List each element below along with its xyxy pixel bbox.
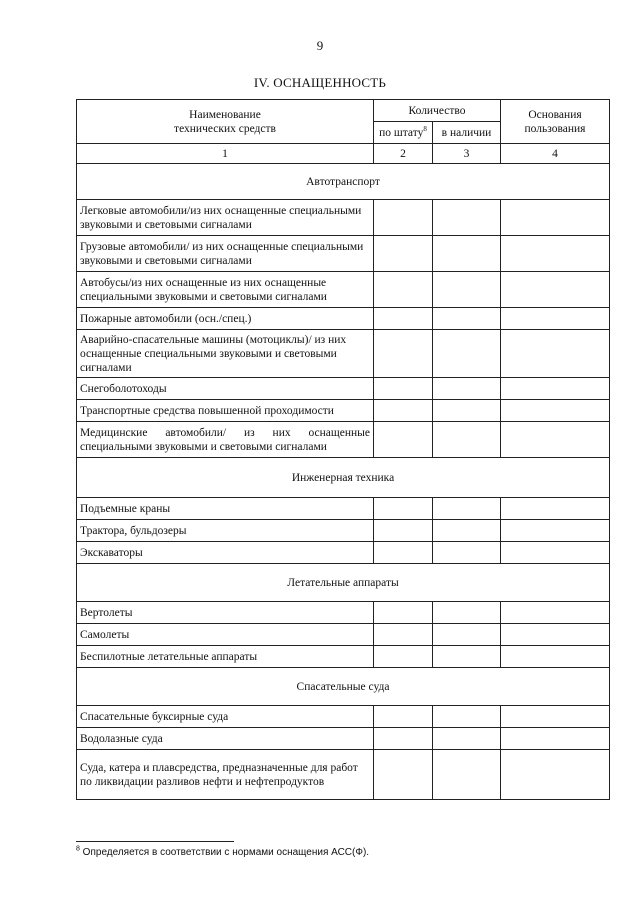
cell-by-staff[interactable] — [374, 498, 433, 520]
cell-basis[interactable] — [501, 728, 610, 750]
column-number: 3 — [433, 144, 501, 164]
equipment-name: Аварийно-спасательные машины (мотоциклы)/ из них оснащенные специальными звуковыми и световыми сигналами — [77, 330, 374, 378]
equipment-name: Транспортные средства повышенной проходимости — [77, 400, 374, 422]
cell-basis[interactable] — [501, 542, 610, 564]
cell-basis[interactable] — [501, 520, 610, 542]
header-basis — [501, 100, 610, 144]
equipment-name: Самолеты — [77, 624, 374, 646]
cell-available[interactable] — [433, 330, 501, 378]
cell-available[interactable] — [433, 602, 501, 624]
equipment-name: Легковые автомобили/из них оснащенные специальными звуковыми и световыми сигналами — [77, 200, 374, 236]
cell-basis[interactable] — [501, 646, 610, 668]
cell-basis[interactable] — [501, 602, 610, 624]
cell-by-staff[interactable] — [374, 706, 433, 728]
equipment-name: Снегоболотоходы — [77, 378, 374, 400]
cell-by-staff[interactable] — [374, 200, 433, 236]
cell-available[interactable] — [433, 728, 501, 750]
cell-available[interactable] — [433, 200, 501, 236]
equipment-table — [76, 99, 610, 800]
cell-by-staff[interactable] — [374, 750, 433, 800]
cell-available[interactable] — [433, 400, 501, 422]
section-title: IV. ОСНАЩЕННОСТЬ — [253, 75, 387, 90]
group-title: Инженерная техника — [77, 458, 610, 498]
cell-basis[interactable] — [501, 378, 610, 400]
cell-available[interactable] — [433, 378, 501, 400]
equipment-name: Спасательные буксирные суда — [77, 706, 374, 728]
cell-by-staff[interactable] — [374, 400, 433, 422]
equipment-name: Трактора, бульдозеры — [77, 520, 374, 542]
cell-by-staff[interactable] — [374, 378, 433, 400]
equipment-name: Водолазные суда — [77, 728, 374, 750]
column-number: 1 — [77, 144, 374, 164]
header-basis-line1: Основания — [528, 108, 582, 121]
cell-basis[interactable] — [501, 706, 610, 728]
cell-basis[interactable] — [501, 236, 610, 272]
cell-available[interactable] — [433, 624, 501, 646]
equipment-name: Медицинские автомобили/ из них оснащенные специальными звуковыми и световыми сигналами — [77, 422, 374, 458]
equipment-name: Подъемные краны — [77, 498, 374, 520]
header-basis-line2: пользования — [524, 122, 586, 135]
cell-basis[interactable] — [501, 308, 610, 330]
cell-available[interactable] — [433, 498, 501, 520]
group-title: Спасательные суда — [77, 668, 610, 706]
column-number: 2 — [374, 144, 433, 164]
cell-available[interactable] — [433, 422, 501, 458]
header-by-staff-label: по штату — [379, 126, 424, 139]
cell-by-staff[interactable] — [374, 728, 433, 750]
column-number: 4 — [501, 144, 610, 164]
cell-by-staff[interactable] — [374, 308, 433, 330]
cell-basis[interactable] — [501, 272, 610, 308]
header-by-staff — [374, 122, 433, 144]
cell-by-staff[interactable] — [374, 624, 433, 646]
cell-basis[interactable] — [501, 624, 610, 646]
cell-available[interactable] — [433, 646, 501, 668]
equipment-name: Грузовые автомобили/ из них оснащенные специальными звуковыми и световыми сигналами — [77, 236, 374, 272]
header-name — [77, 100, 374, 144]
footnote-ref-marker: 8 — [423, 124, 427, 133]
cell-by-staff[interactable] — [374, 422, 433, 458]
header-name-line1: Наименование — [189, 108, 261, 121]
cell-by-staff[interactable] — [374, 602, 433, 624]
cell-basis[interactable] — [501, 330, 610, 378]
equipment-name: Автобусы/из них оснащенные из них оснащенные специальными звуковыми и световыми сигналами — [77, 272, 374, 308]
header-name-line2: технических средств — [174, 122, 276, 135]
group-title: Летательные аппараты — [77, 564, 610, 602]
cell-basis[interactable] — [501, 400, 610, 422]
cell-available[interactable] — [433, 750, 501, 800]
footnote-text: Определяется в соответствии с нормами оснащения АСС(Ф). — [79, 847, 370, 858]
cell-available[interactable] — [433, 236, 501, 272]
header-quantity: Количество — [374, 100, 501, 122]
cell-available[interactable] — [433, 542, 501, 564]
equipment-name: Суда, катера и плавсредства, предназначенные для работ по ликвидации разливов нефти и нефтепродуктов — [77, 750, 374, 800]
page-number: 9 — [316, 38, 324, 53]
cell-basis[interactable] — [501, 498, 610, 520]
cell-by-staff[interactable] — [374, 646, 433, 668]
cell-available[interactable] — [433, 308, 501, 330]
cell-basis[interactable] — [501, 200, 610, 236]
footnote-number: 8 — [76, 845, 80, 853]
cell-basis[interactable] — [501, 422, 610, 458]
group-title: Автотранспорт — [77, 164, 610, 200]
cell-by-staff[interactable] — [374, 272, 433, 308]
equipment-name: Беспилотные летательные аппараты — [77, 646, 374, 668]
cell-by-staff[interactable] — [374, 542, 433, 564]
equipment-name: Вертолеты — [77, 602, 374, 624]
header-available: в наличии — [433, 122, 501, 144]
footnote-divider — [76, 841, 234, 842]
cell-by-staff[interactable] — [374, 520, 433, 542]
cell-available[interactable] — [433, 272, 501, 308]
cell-basis[interactable] — [501, 750, 610, 800]
cell-available[interactable] — [433, 520, 501, 542]
cell-by-staff[interactable] — [374, 330, 433, 378]
equipment-name: Пожарные автомобили (осн./спец.) — [77, 308, 374, 330]
cell-by-staff[interactable] — [374, 236, 433, 272]
cell-available[interactable] — [433, 706, 501, 728]
equipment-name: Экскаваторы — [77, 542, 374, 564]
footnote — [76, 847, 369, 858]
